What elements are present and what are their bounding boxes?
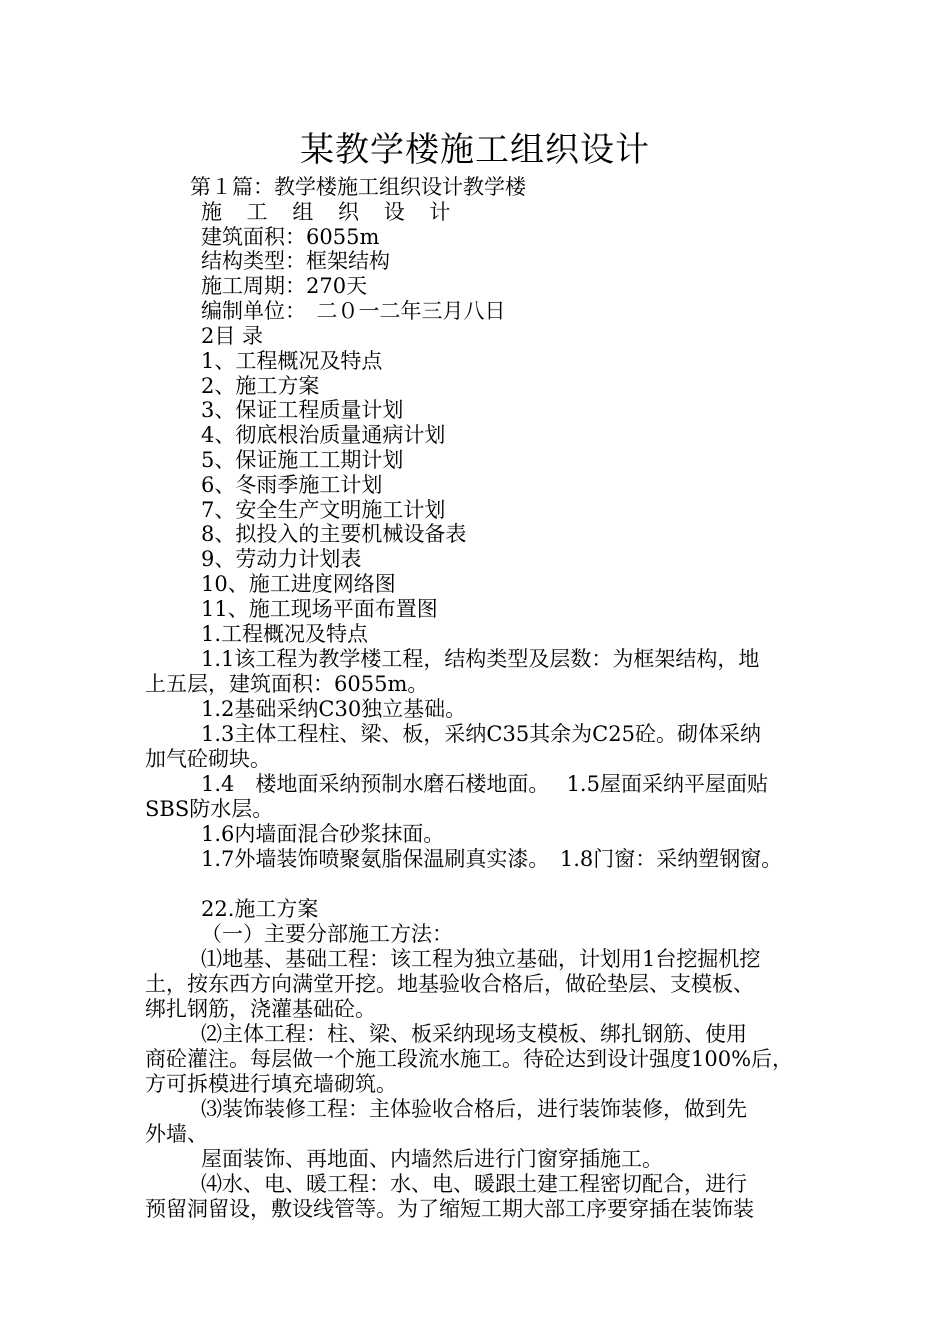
toc-heading: 2目 录 xyxy=(201,324,264,348)
paragraph-line: 1.1该工程为教学楼工程，结构类型及层数：为框架结构，地 xyxy=(201,647,760,671)
paragraph-line: ⑶装饰装修工程：主体验收合格后，进行装饰装修，做到先 xyxy=(201,1097,747,1121)
paragraph-line: 土，按东西方向满堂开挖。地基验收合格后，做砼垫层、支模板、 xyxy=(145,972,754,996)
paragraph-line: 1.6内墙面混合砂浆抹面。 xyxy=(201,822,445,846)
toc-item: 5、保证施工工期计划 xyxy=(201,448,404,472)
paragraph-line: ⑵主体工程：柱、梁、板采纳现场支模板、绑扎钢筋、使用 xyxy=(201,1022,747,1046)
paragraph-line: 方可拆模进行填充墙砌筑。 xyxy=(145,1072,397,1096)
paragraph-line: 预留洞留设，敷设线管等。为了缩短工期大部工序要穿插在装饰装 xyxy=(145,1197,754,1221)
toc-item: 6、冬雨季施工计划 xyxy=(201,473,383,497)
toc-item: 3、保证工程质量计划 xyxy=(201,398,404,422)
paragraph-line: 1.2基础采纳C30独立基础。 xyxy=(201,697,467,721)
paragraph-line: 加气砼砌块。 xyxy=(145,747,271,771)
toc-item: 7、安全生产文明施工计划 xyxy=(201,498,446,522)
paragraph-line: 屋面装饰、再地面、内墙然后进行门窗穿插施工。 xyxy=(201,1147,663,1171)
section1-heading: 1.工程概况及特点 xyxy=(201,622,369,646)
paragraph-line: SBS防水层。 xyxy=(145,797,274,821)
cover-structure: 结构类型：框架结构 xyxy=(201,249,390,273)
paragraph-line: 1.7外墙装饰喷聚氨脂保温刷真实漆。 1.8门窗：采纳塑钢窗。 xyxy=(201,847,783,871)
cover-part: 第１篇：教学楼施工组织设计教学楼 xyxy=(190,175,526,199)
paragraph-line: 商砼灌注。每层做一个施工段流水施工。待砼达到设计强度100%后， xyxy=(145,1047,794,1071)
section2-heading: 22.施工方案 xyxy=(201,897,319,921)
toc-item: 8、拟投入的主要机械设备表 xyxy=(201,522,467,546)
cover-heading: 施 工 组 织 设 计 xyxy=(201,200,460,224)
cover-area: 建筑面积：6055m xyxy=(201,225,380,249)
paragraph-line: 1.4 楼地面采纳预制水磨石楼地面。 1.5屋面采纳平屋面贴 xyxy=(201,772,768,796)
cover-period: 施工周期：270天 xyxy=(201,274,368,298)
toc-item: 2、施工方案 xyxy=(201,374,320,398)
section2-subheading: （一）主要分部施工方法： xyxy=(201,922,453,946)
toc-item: 1、工程概况及特点 xyxy=(201,349,383,373)
paragraph-line: 绑扎钢筋，浇灌基础砼。 xyxy=(145,997,376,1021)
paragraph-line: ⑷水、电、暖工程：水、电、暖跟土建工程密切配合，进行 xyxy=(201,1172,747,1196)
paragraph-line: 外墙、 xyxy=(145,1122,208,1146)
paragraph-line: ⑴地基、基础工程：该工程为独立基础，计划用1台挖掘机挖 xyxy=(201,947,761,971)
document-title: 某教学楼施工组织设计 xyxy=(300,130,650,170)
paragraph-line: 1.3主体工程柱、梁、板，采纳C35其余为C25砼。砌体采纳 xyxy=(201,722,761,746)
toc-item: 9、劳动力计划表 xyxy=(201,547,362,571)
paragraph-line: 上五层，建筑面积：6055m。 xyxy=(145,672,429,696)
cover-unit: 编制单位： 二０一二年三月八日 xyxy=(201,299,506,323)
toc-item: 10、施工进度网络图 xyxy=(201,572,396,596)
toc-item: 11、施工现场平面布置图 xyxy=(201,597,438,621)
toc-item: 4、彻底根治质量通病计划 xyxy=(201,423,446,447)
